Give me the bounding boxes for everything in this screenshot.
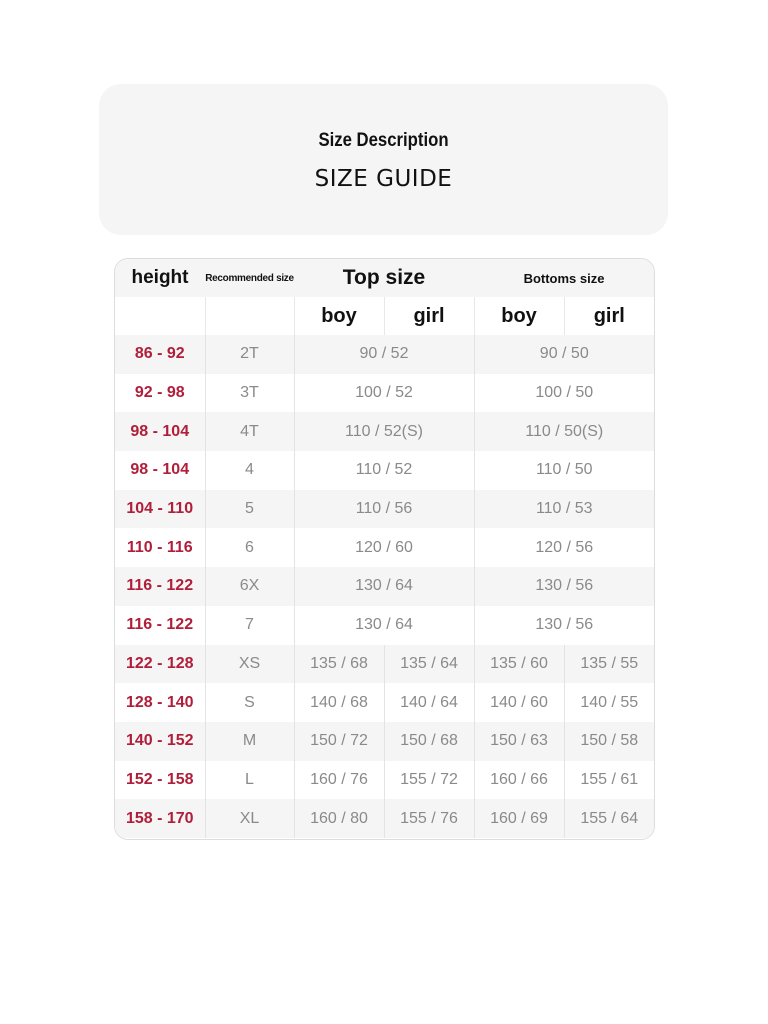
table-row [115, 799, 654, 838]
table-row [115, 606, 654, 645]
bottom-size-cell: 110 / 50(S) [474, 412, 654, 451]
recommended-size-cell: 2T [205, 335, 294, 374]
height-cell: 122 - 128 [115, 645, 205, 684]
table-header-row [115, 259, 654, 297]
subheader-top-girl: girl [384, 297, 474, 335]
table-row [115, 528, 654, 567]
recommended-size-cell: 7 [205, 606, 294, 645]
top-boy-cell: 150 / 72 [294, 722, 384, 761]
subheader-empty [205, 297, 294, 335]
recommended-size-cell: L [205, 761, 294, 800]
height-cell: 104 - 110 [115, 490, 205, 529]
height-cell: 86 - 92 [115, 335, 205, 374]
page-title: SIZE GUIDE [314, 166, 453, 192]
bottom-boy-cell: 140 / 60 [474, 683, 564, 722]
bottom-girl-cell: 155 / 64 [564, 799, 654, 838]
bottom-size-cell: 130 / 56 [474, 567, 654, 606]
header-subtitle: Size Description [318, 130, 449, 151]
bottom-size-cell: 100 / 50 [474, 374, 654, 413]
table-row [115, 722, 654, 761]
top-size-cell: 110 / 52 [294, 451, 474, 490]
table-row [115, 335, 654, 374]
table-row [115, 490, 654, 529]
height-cell: 158 - 170 [115, 799, 205, 838]
top-boy-cell: 160 / 80 [294, 799, 384, 838]
top-girl-cell: 135 / 64 [384, 645, 474, 684]
table-row [115, 645, 654, 684]
subheader-empty [115, 297, 205, 335]
table-row [115, 412, 654, 451]
top-size-cell: 130 / 64 [294, 567, 474, 606]
table-row [115, 761, 654, 800]
height-cell: 110 - 116 [115, 528, 205, 567]
table-row [115, 683, 654, 722]
bottom-girl-cell: 155 / 61 [564, 761, 654, 800]
bottom-girl-cell: 140 / 55 [564, 683, 654, 722]
recommended-size-cell: 3T [205, 374, 294, 413]
recommended-size-cell: 4 [205, 451, 294, 490]
bottom-boy-cell: 160 / 69 [474, 799, 564, 838]
top-girl-cell: 155 / 72 [384, 761, 474, 800]
top-boy-cell: 135 / 68 [294, 645, 384, 684]
column-header-bottoms-size: Bottoms size [474, 259, 654, 297]
recommended-size-cell: 4T [205, 412, 294, 451]
height-cell: 140 - 152 [115, 722, 205, 761]
top-size-cell: 100 / 52 [294, 374, 474, 413]
table-row [115, 374, 654, 413]
bottom-size-cell: 130 / 56 [474, 606, 654, 645]
recommended-size-cell: XL [205, 799, 294, 838]
bottom-boy-cell: 150 / 63 [474, 722, 564, 761]
height-cell: 98 - 104 [115, 412, 205, 451]
height-cell: 92 - 98 [115, 374, 205, 413]
subheader-bottom-girl: girl [564, 297, 654, 335]
recommended-size-cell: 5 [205, 490, 294, 529]
recommended-size-cell: XS [205, 645, 294, 684]
size-table [115, 259, 654, 838]
recommended-size-cell: S [205, 683, 294, 722]
size-table-card [114, 258, 655, 840]
bottom-size-cell: 90 / 50 [474, 335, 654, 374]
height-cell: 152 - 158 [115, 761, 205, 800]
recommended-size-cell: 6X [205, 567, 294, 606]
top-size-cell: 120 / 60 [294, 528, 474, 567]
top-girl-cell: 150 / 68 [384, 722, 474, 761]
top-boy-cell: 160 / 76 [294, 761, 384, 800]
top-size-cell: 90 / 52 [294, 335, 474, 374]
height-cell: 116 - 122 [115, 567, 205, 606]
bottom-boy-cell: 160 / 66 [474, 761, 564, 800]
bottom-size-cell: 110 / 53 [474, 490, 654, 529]
height-cell: 98 - 104 [115, 451, 205, 490]
table-row [115, 567, 654, 606]
height-cell: 128 - 140 [115, 683, 205, 722]
column-header-height: height [115, 259, 205, 297]
bottom-boy-cell: 135 / 60 [474, 645, 564, 684]
bottom-size-cell: 120 / 56 [474, 528, 654, 567]
subheader-bottom-boy: boy [474, 297, 564, 335]
table-row [115, 451, 654, 490]
column-header-top-size: Top size [294, 259, 474, 297]
size-description-header [99, 84, 668, 235]
top-girl-cell: 140 / 64 [384, 683, 474, 722]
top-size-cell: 110 / 52(S) [294, 412, 474, 451]
bottom-girl-cell: 135 / 55 [564, 645, 654, 684]
column-header-recommended-size: Recommended size [205, 259, 294, 297]
top-size-cell: 130 / 64 [294, 606, 474, 645]
bottom-girl-cell: 150 / 58 [564, 722, 654, 761]
top-boy-cell: 140 / 68 [294, 683, 384, 722]
top-size-cell: 110 / 56 [294, 490, 474, 529]
top-girl-cell: 155 / 76 [384, 799, 474, 838]
bottom-size-cell: 110 / 50 [474, 451, 654, 490]
recommended-size-cell: M [205, 722, 294, 761]
table-subheader-row [115, 297, 654, 335]
recommended-size-cell: 6 [205, 528, 294, 567]
height-cell: 116 - 122 [115, 606, 205, 645]
subheader-top-boy: boy [294, 297, 384, 335]
